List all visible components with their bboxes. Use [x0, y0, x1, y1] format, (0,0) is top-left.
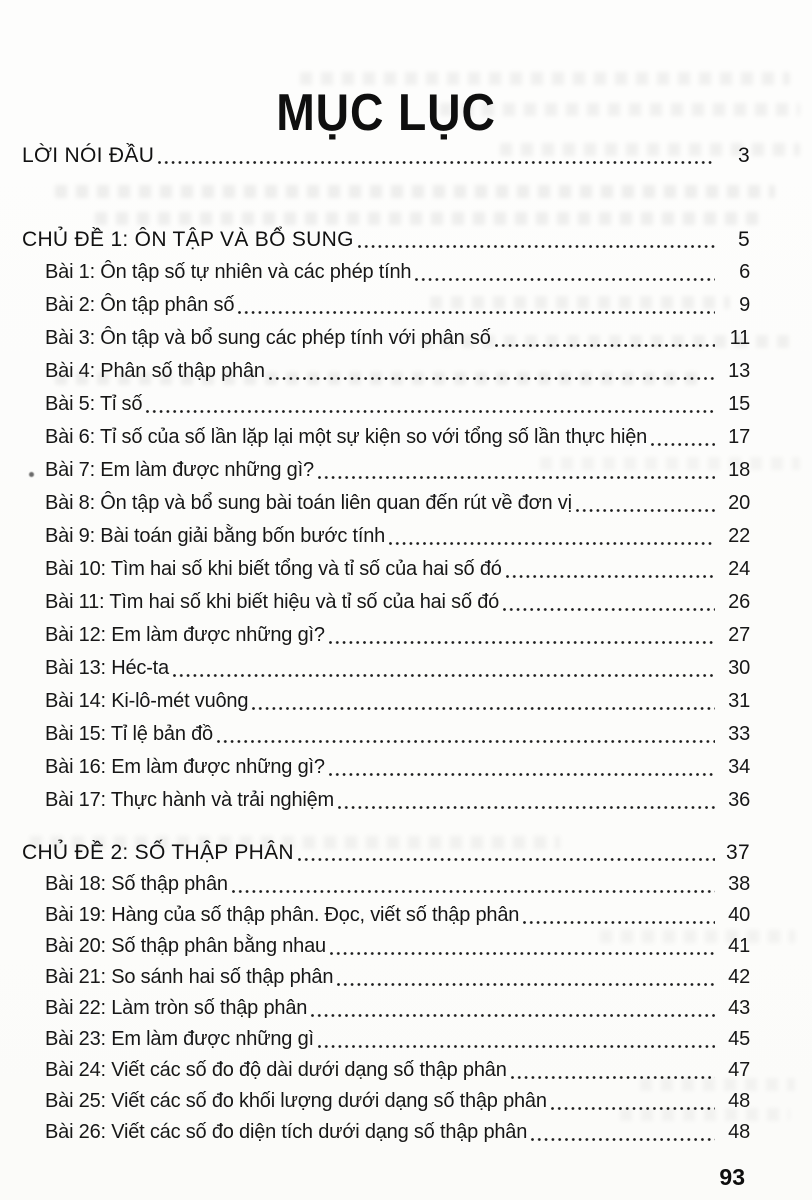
toc-entry-page: 20 — [728, 492, 750, 514]
toc-entry-bai-11 — [22, 586, 750, 619]
toc-entry-bai-24 — [22, 1055, 750, 1086]
toc-entry-bai-19 — [22, 900, 750, 931]
toc-entry-label: Bài 25: Viết các số đo khối lượng dưới dạng số thập phân — [45, 1090, 547, 1112]
toc-chapter-2-title: CHỦ ĐỀ 2: SỐ THẬP PHÂN — [22, 841, 294, 864]
toc-entry-label: Bài 3: Ôn tập và bổ sung các phép tính với phân số — [45, 327, 491, 349]
toc-entry-label: Bài 9: Bài toán giải bằng bốn bước tính — [45, 525, 386, 547]
dot-leader — [334, 784, 718, 817]
toc-chapter-2-page: 37 — [726, 841, 750, 864]
toc-entry-bai-17 — [22, 784, 750, 817]
toc-entry-label: Bài 16: Em làm được những gì? — [45, 756, 325, 778]
dot-leader — [314, 1024, 718, 1055]
toc-entry-page: 26 — [728, 591, 750, 613]
toc-entry-bai-2 — [22, 289, 750, 322]
toc-entry-label: Bài 7: Em làm được những gì? — [45, 459, 314, 481]
toc-entry-bai-12 — [22, 619, 750, 652]
dot-leader — [169, 652, 718, 685]
toc-entry-page: 45 — [728, 1028, 750, 1050]
toc-entry-label: Bài 18: Số thập phân — [45, 873, 228, 895]
dot-leader — [411, 256, 718, 289]
toc-entry-page: 17 — [728, 426, 750, 448]
toc-entry-page: 47 — [728, 1059, 750, 1081]
toc-entry-page: 27 — [728, 624, 750, 646]
dot-leader — [228, 869, 718, 900]
toc-entry-label: Bài 22: Làm tròn số thập phân — [45, 997, 308, 1019]
dot-leader — [326, 931, 718, 962]
toc-entry-bai-16 — [22, 751, 750, 784]
toc-entry-label: Bài 5: Tỉ số — [45, 393, 143, 415]
toc-entry-page: 42 — [728, 966, 750, 988]
dot-leader — [491, 322, 718, 355]
toc-chapter-2-heading — [22, 837, 750, 869]
toc-entry-label: Bài 1: Ôn tập số tự nhiên và các phép tính — [45, 261, 412, 283]
toc-chapter-1-title: CHỦ ĐỀ 1: ÔN TẬP VÀ BỔ SUNG — [22, 228, 354, 251]
dot-leader — [572, 487, 718, 520]
toc-entry-page: 13 — [728, 360, 750, 382]
toc-entry-bai-14 — [22, 685, 750, 718]
dot-leader — [314, 454, 718, 487]
toc-entry-bai-22 — [22, 993, 750, 1024]
folio-page-number: 93 — [719, 1164, 745, 1190]
page-title: MỤC LỤC — [276, 84, 496, 142]
toc-entry-label: Bài 8: Ôn tập và bổ sung bài toán liên quan đến rút về đơn vị — [45, 492, 572, 514]
toc-entry-bai-5 — [22, 388, 750, 421]
toc-entry-bai-21 — [22, 962, 750, 993]
dot-leader — [519, 900, 718, 931]
toc-entry-bai-10 — [22, 553, 750, 586]
dot-leader — [142, 388, 718, 421]
toc-entry-page: 11 — [729, 327, 750, 349]
toc-entry-bai-3 — [22, 322, 750, 355]
toc-entry-label: Bài 21: So sánh hai số thập phân — [45, 966, 334, 988]
toc-entry-label: Bài 14: Ki-lô-mét vuông — [45, 690, 249, 712]
dot-leader — [325, 751, 718, 784]
toc-entry-page: 6 — [739, 261, 750, 283]
toc-entry-page: 36 — [728, 789, 750, 811]
toc-preface-page: 3 — [738, 144, 750, 167]
dot-leader — [499, 586, 718, 619]
toc-entry-label: Bài 6: Tỉ số của số lần lặp lại một sự kiện so với tổng số lần thực hiện — [45, 426, 648, 448]
dot-leader — [333, 962, 718, 993]
toc-entry-page: 34 — [728, 756, 750, 778]
toc-entry-label: Bài 26: Viết các số đo diện tích dưới dạng số thập phân — [45, 1121, 528, 1143]
dot-leader — [234, 289, 718, 322]
toc-entry-label: Bài 15: Tỉ lệ bản đồ — [45, 723, 213, 745]
toc-entry-bai-6 — [22, 421, 750, 454]
dot-leader — [385, 520, 718, 553]
toc-entry-bai-9 — [22, 520, 750, 553]
toc-entry-bai-13 — [22, 652, 750, 685]
toc-content — [22, 0, 750, 1192]
toc-entry-label: Bài 13: Héc-ta — [45, 657, 169, 679]
toc-entry-page: 33 — [728, 723, 750, 745]
toc-entry-label: Bài 20: Số thập phân bằng nhau — [45, 935, 326, 957]
dot-leader — [325, 619, 718, 652]
dot-leader — [213, 718, 718, 751]
toc-entry-label: Bài 23: Em làm được những gì — [45, 1028, 314, 1050]
toc-entry-bai-4 — [22, 355, 750, 388]
toc-entry-page: 22 — [728, 525, 750, 547]
toc-entry-bai-25 — [22, 1086, 750, 1117]
dot-leader — [154, 140, 718, 172]
toc-entry-page: 9 — [739, 294, 750, 316]
toc-entry-label: Bài 19: Hàng của số thập phân. Đọc, viết số thập phân — [45, 904, 520, 926]
dot-leader — [647, 421, 718, 454]
toc-entry-page: 15 — [728, 393, 750, 415]
dot-leader — [307, 993, 718, 1024]
toc-entry-page: 31 — [728, 690, 750, 712]
toc-entry-bai-18 — [22, 869, 750, 900]
toc-entry-bai-20 — [22, 931, 750, 962]
toc-entry-page: 43 — [728, 997, 750, 1019]
toc-chapter-1-page: 5 — [738, 228, 750, 251]
dot-leader — [248, 685, 718, 718]
toc-entry-label: Bài 24: Viết các số đo độ dài dưới dạng số thập phân — [45, 1059, 507, 1081]
toc-entry-page: 41 — [728, 935, 750, 957]
dot-leader — [502, 553, 718, 586]
toc-entry-label: Bài 4: Phân số thập phân — [45, 360, 265, 382]
dot-leader — [507, 1055, 718, 1086]
toc-entry-page: 48 — [728, 1121, 750, 1143]
toc-entry-bai-8 — [22, 487, 750, 520]
toc-chapter-1-heading — [22, 224, 750, 256]
toc-entry-bai-15 — [22, 718, 750, 751]
toc-preface-row — [22, 140, 750, 172]
dot-leader — [547, 1086, 718, 1117]
dot-leader — [527, 1117, 718, 1148]
toc-entry-bai-23 — [22, 1024, 750, 1055]
toc-preface-label: LỜI NÓI ĐẦU — [22, 144, 155, 167]
toc-entry-page: 40 — [728, 904, 750, 926]
toc-entry-label: Bài 2: Ôn tập phân số — [45, 294, 235, 316]
toc-entry-label: Bài 12: Em làm được những gì? — [45, 624, 325, 646]
toc-entry-page: 18 — [728, 459, 750, 481]
toc-entry-label: Bài 17: Thực hành và trải nghiệm — [45, 789, 335, 811]
toc-entry-page: 30 — [728, 657, 750, 679]
dot-leader — [354, 224, 718, 256]
toc-entry-page: 24 — [728, 558, 750, 580]
toc-entry-page: 38 — [728, 873, 750, 895]
dot-leader — [265, 355, 718, 388]
toc-entry-page: 48 — [728, 1090, 750, 1112]
toc-entry-bai-26 — [22, 1117, 750, 1148]
toc-entry-label: Bài 10: Tìm hai số khi biết tổng và tỉ số của hai số đó — [45, 558, 502, 580]
dot-leader — [294, 837, 718, 869]
toc-entry-label: Bài 11: Tìm hai số khi biết hiệu và tỉ số của hai số đó — [45, 591, 500, 613]
toc-entry-bai-7 — [22, 454, 750, 487]
toc-entry-bai-1 — [22, 256, 750, 289]
